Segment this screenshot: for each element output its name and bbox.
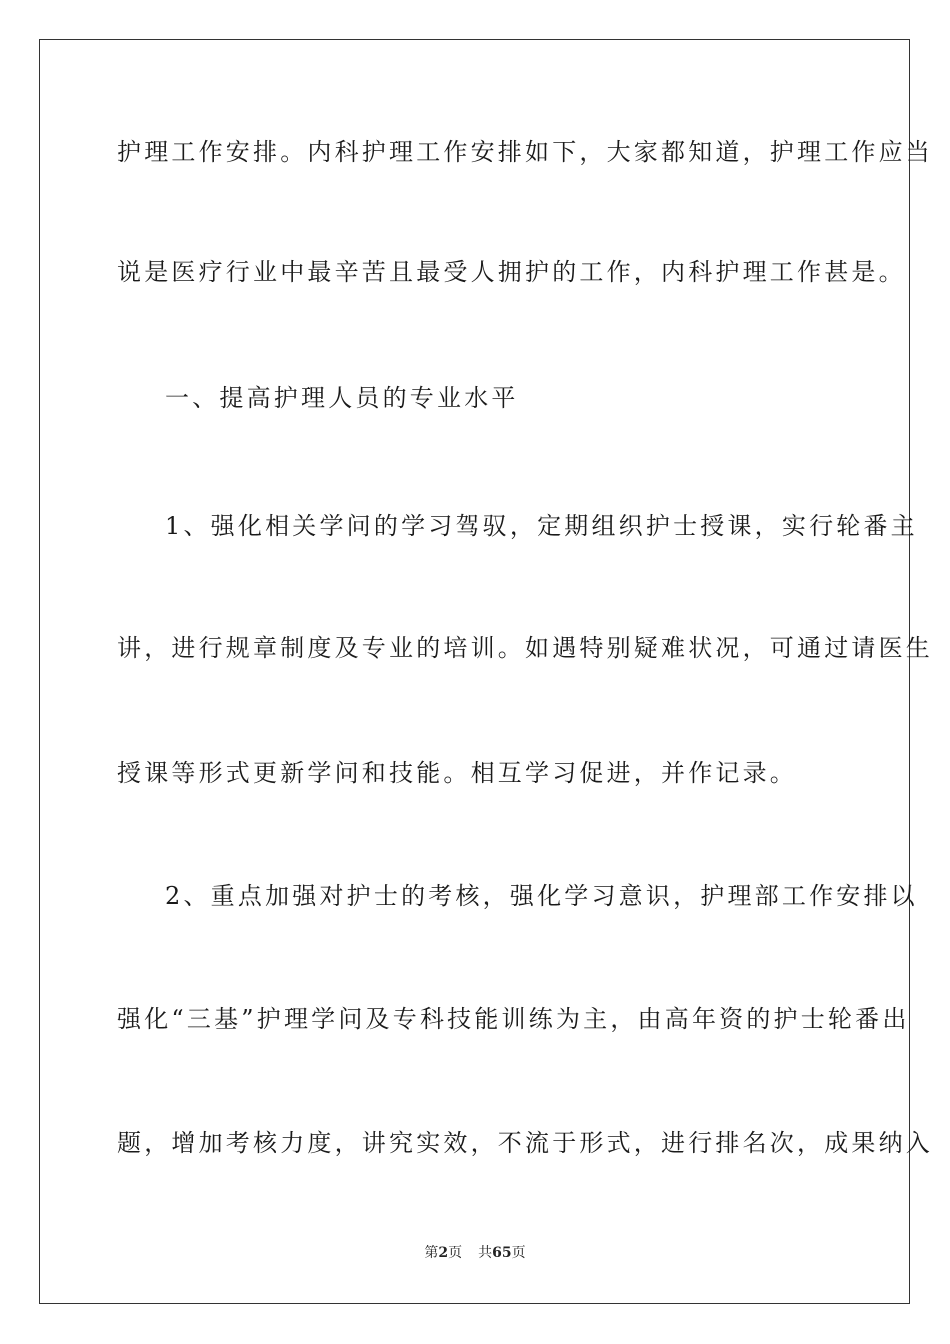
paragraph-line-5: 授课等形式更新学问和技能。相互学习促进，并作记录。	[117, 759, 797, 787]
paragraph-line-6: 2、重点加强对护士的考核，强化学习意识，护理部工作安排以	[165, 882, 918, 910]
paragraph-line-1: 护理工作安排。内科护理工作安排如下，大家都知道，护理工作应当	[117, 138, 933, 166]
paragraph-line-8: 题，增加考核力度，讲究实效，不流于形式，进行排名次，成果纳入	[117, 1129, 933, 1157]
paragraph-line-4: 讲，进行规章制度及专业的培训。如遇特别疑难状况，可通过请医生	[117, 634, 933, 662]
page-border	[39, 39, 933, 1304]
section-heading: 一、提高护理人员的专业水平	[165, 384, 519, 412]
total-prefix: 共	[478, 1245, 493, 1261]
paragraph-line-3: 1、强化相关学问的学习驾驭，定期组织护士授课，实行轮番主	[165, 512, 918, 540]
page-footer	[0, 1244, 950, 1262]
page-prefix: 第	[424, 1245, 439, 1261]
total-suffix: 页	[511, 1245, 526, 1261]
paragraph-line-7: 强化“三基”护理学问及专科技能训练为主，由高年资的护士轮番出	[117, 1005, 910, 1033]
page-number: 2	[438, 1245, 449, 1261]
page-suffix: 页	[448, 1245, 463, 1261]
paragraph-line-2: 说是医疗行业中最辛苦且最受人拥护的工作，内科护理工作甚是。	[117, 258, 906, 286]
total-pages: 65	[492, 1245, 512, 1261]
